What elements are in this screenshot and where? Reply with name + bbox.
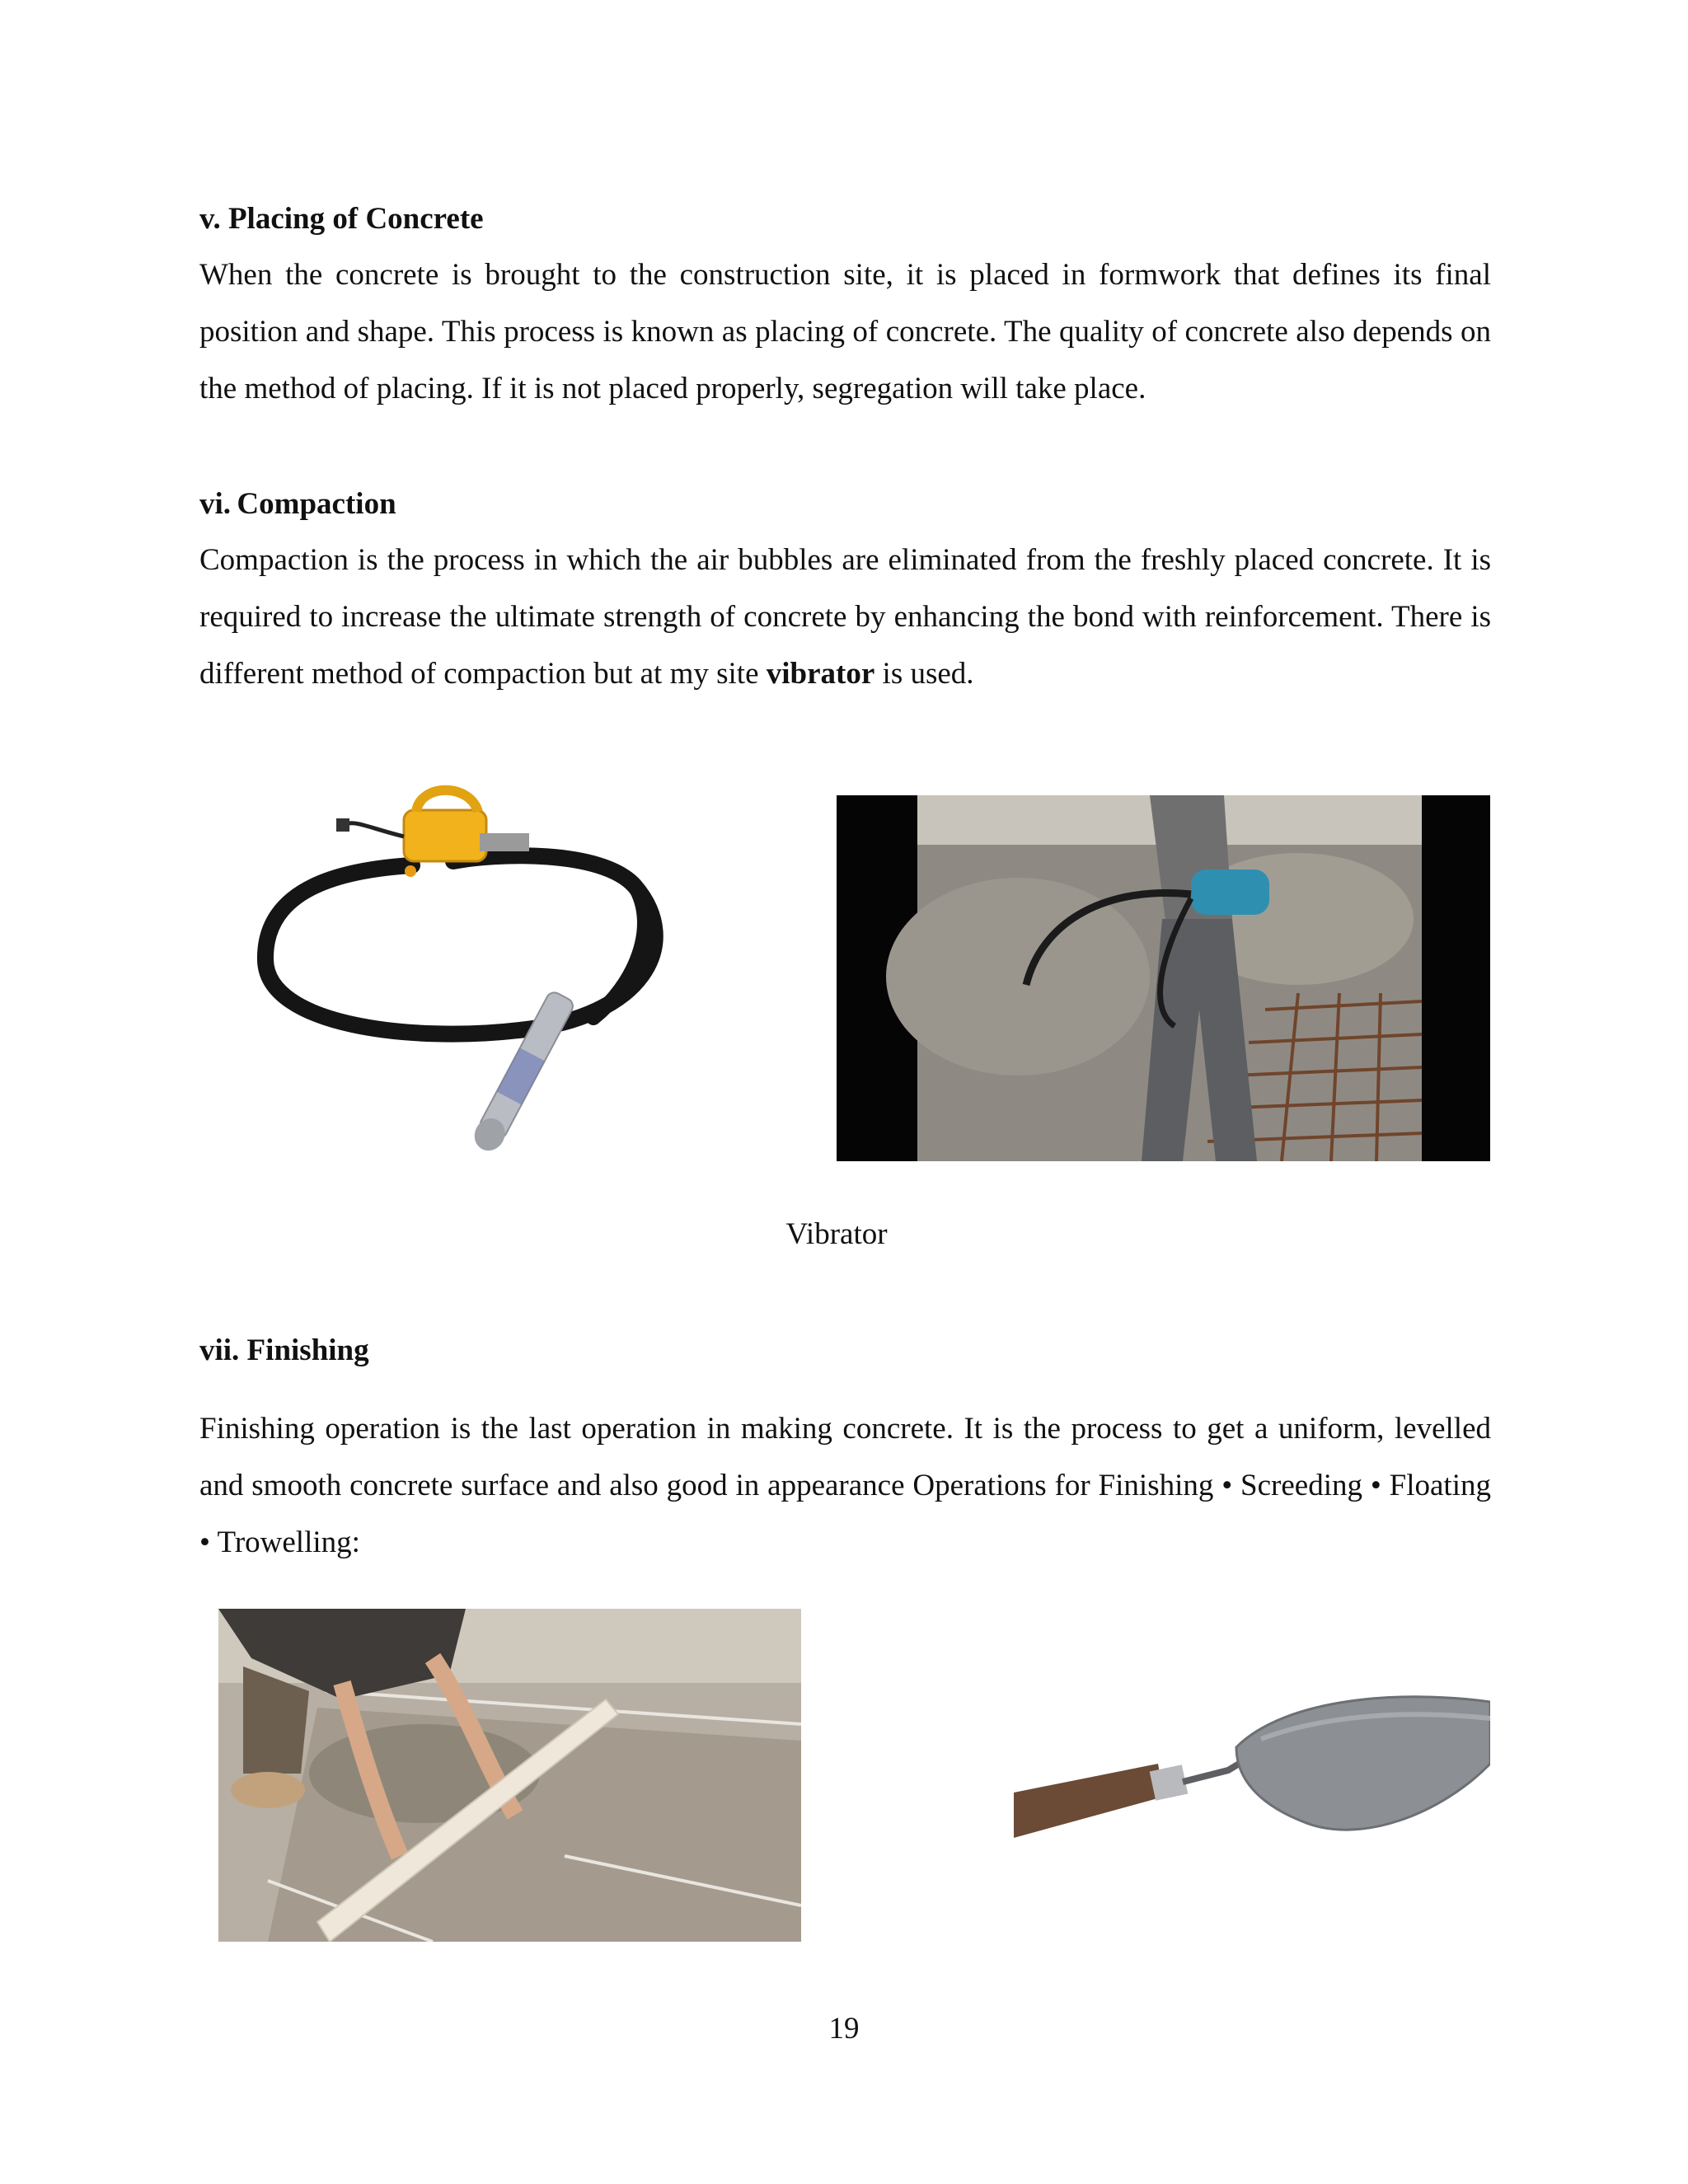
figure-caption-vibrator: Vibrator (785, 1217, 888, 1251)
vibrator-in-use-photo (837, 795, 1490, 1161)
screeding-photo (218, 1609, 801, 1942)
paragraph-compaction-text: Compaction is the process in which the air bubbles are eliminated from the freshly placed concrete. It is required to increase the ultimate strength of concrete by enhancing the bond with reinforcement. There is different method of compaction but at my site (199, 543, 1491, 691)
keyword-vibrator: vibrator (766, 657, 875, 691)
vibrator-product-image (247, 779, 709, 1174)
paragraph-finishing: Finishing operation is the last operation in making concrete. It is the process to get a uniform, levelled and smooth concrete surface and also good in appearance Operations for Finishing • Screeding • Floating • Trowelling: (199, 1412, 1491, 1559)
paragraph-placing: When the concrete is brought to the construction site, it is placed in formwork that defines its final position and shape. This process is known as placing of concrete. The quality of concrete also depends on the method of placing. If it is not placed properly, segregation will take place. (199, 258, 1491, 405)
trowel-photo (1014, 1690, 1490, 1858)
paragraph-compaction-tail: is used. (874, 657, 974, 691)
page-number: 19 (828, 2012, 860, 2046)
paragraph-compaction (199, 532, 1491, 702)
section-heading-compaction: vi. Compaction (199, 487, 396, 521)
section-heading-placing: v. Placing of Concrete (199, 202, 484, 236)
section-heading-finishing: vii. Finishing (199, 1333, 369, 1367)
